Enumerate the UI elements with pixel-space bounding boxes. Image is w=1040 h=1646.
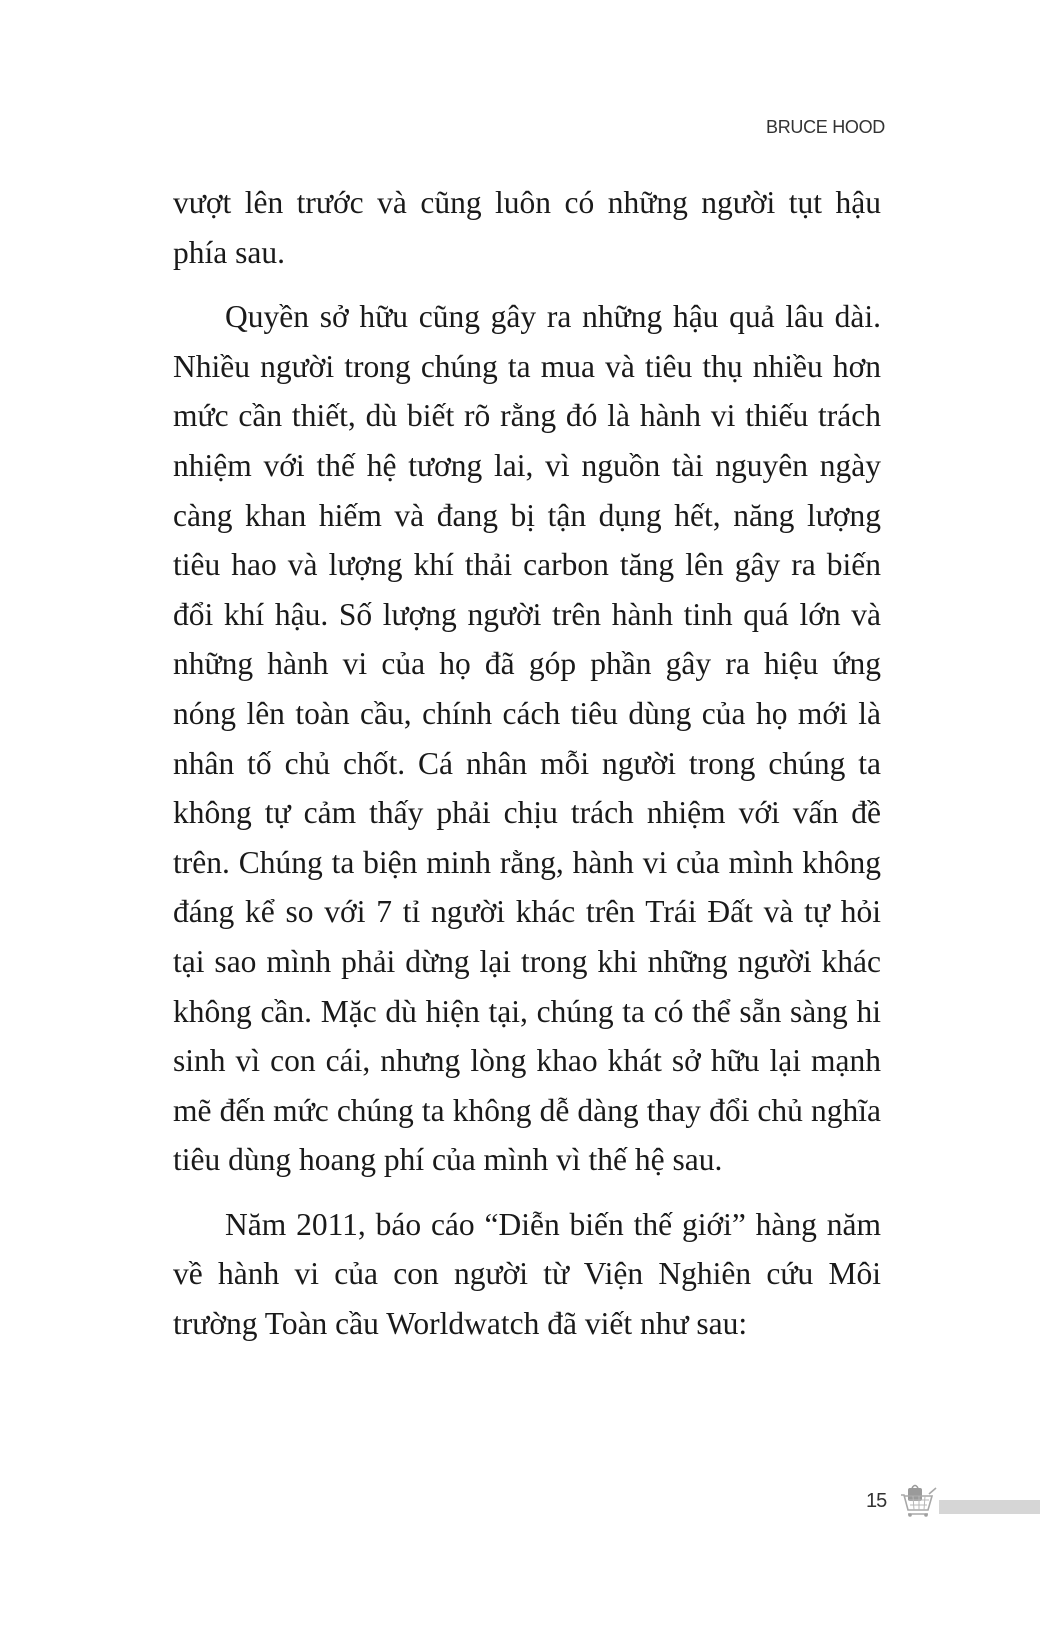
page-body <box>173 178 881 1349</box>
paragraph-continuation: vượt lên trước và cũng luôn có những người tụt hậu phía sau. <box>173 185 881 270</box>
page-number: 15 <box>866 1490 887 1512</box>
paragraph-ownership-consequences: Quyền sở hữu cũng gây ra những hậu quả lâu dài. Nhiều người trong chúng ta mua và tiêu thụ nhiều hơn mức cần thiết, dù biết rõ rằng đó là hành vi thiếu trách nhiệm với thế hệ tương lai, vì nguồn tài nguyên ngày càng khan hiếm và đang bị tận dụng hết, năng lượng tiêu hao và lượng khí thải carbon tăng lên gây ra biến đổi khí hậu. Số lượng người trên hành tinh quá lớn và những hành vi của họ đã góp phần gây ra hiệu ứng nóng lên toàn cầu, chính cách tiêu dùng của họ mới là nhân tố chủ chốt. Cá nhân mỗi người trong chúng ta không tự cảm thấy phải chịu trách nhiệm với vấn đề trên. Chúng ta biện minh rằng, hành vi của mình không đáng kể so với 7 tỉ người khác trên Trái Đất và tự hỏi tại sao mình phải dừng lại trong khi những người khác không cần. Mặc dù hiện tại, chúng ta có thể sẵn sàng hi sinh vì con cái, nhưng lòng khao khát sở hữu lại mạnh mẽ đến mức chúng ta không dễ dàng thay đổi chủ nghĩa tiêu dùng hoang phí của mình vì thế hệ sau. <box>173 299 881 1178</box>
shopping-cart-icon <box>898 1482 938 1522</box>
running-head-author: BRUCE HOOD <box>765 117 885 137</box>
paragraph-worldwatch-report: Năm 2011, báo cáo “Diễn biến thế giới” hàng năm về hành vi của con người từ Viện Nghiên cứu Môi trường Toàn cầu Worldwatch đã viết như sau: <box>173 1206 881 1342</box>
footer-decorative-bar <box>939 1500 1040 1514</box>
page-footer <box>0 1490 1040 1530</box>
